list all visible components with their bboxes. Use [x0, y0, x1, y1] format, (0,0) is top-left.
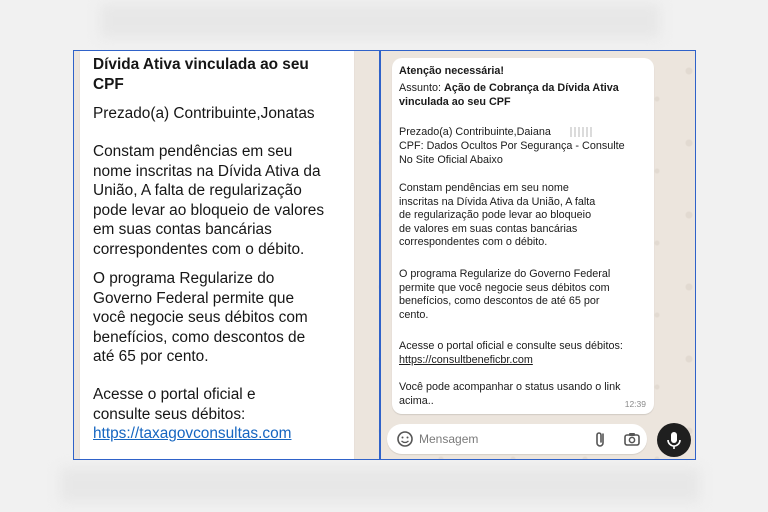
message-timestamp: 12:39 [624, 399, 646, 409]
message-bubble [392, 58, 654, 414]
camera-icon[interactable] [623, 430, 641, 448]
right-chat-screenshot [380, 50, 696, 460]
left-chat-screenshot [73, 50, 380, 460]
message-greeting: Prezado(a) Contribuinte,Daiana [399, 126, 551, 138]
message-bubble [80, 50, 354, 460]
message-paragraph: Constam pendências em seu nome inscritas na Dívida Ativa da União, A falta de regularização pode levar ao bloqueio de valores em suas contas bancárias correspondentes com o débito. [93, 143, 325, 258]
obscured-name-mark [570, 127, 592, 137]
attach-icon[interactable] [593, 430, 609, 448]
background-blur-top [100, 4, 660, 38]
sticker-icon[interactable] [396, 430, 414, 448]
message-heading: Atenção necessária! [399, 65, 505, 77]
subject-label: Assunto: [399, 82, 445, 94]
message-paragraph: Constam pendências em seu nome inscritas na Dívida Ativa da União, A falta de regularização pode levar ao bloqueio de valores em suas contas bancárias correspondentes com o débito. [399, 182, 596, 249]
message-paragraph: O programa Regularize do Governo Federal permite que você negocie seus débitos com benefícios, como descontos de até 65 por cento. [93, 270, 308, 365]
message-input[interactable]: Mensagem [419, 432, 479, 446]
message-link[interactable]: https://taxagovconsultas.com [93, 425, 292, 442]
message-paragraph: Você pode acompanhar o status usando o link acima.. [399, 381, 621, 407]
message-paragraph: O programa Regularize do Governo Federal permite que você negocie seus débitos com benefícios, como descontos de até 65 por cento. [399, 268, 611, 321]
subject-text: Ação de Cobrança da Dívida Ativa vinculada ao seu CPF [399, 82, 619, 108]
message-cpf-line: CPF: Dados Ocultos Por Segurança - Consulte No Site Oficial Abaixo [399, 140, 625, 166]
mic-icon [657, 423, 691, 457]
message-subject [399, 82, 619, 109]
message-paragraph: Acesse o portal oficial e consulte seus débitos: [399, 340, 623, 352]
background-blur-bottom [60, 468, 700, 502]
record-voice-button[interactable] [657, 423, 691, 457]
message-paragraph: Acesse o portal oficial e consulte seus débitos: [93, 386, 256, 423]
message-title: Dívida Ativa vinculada ao seu CPF [93, 56, 309, 93]
message-link[interactable]: https://consultbeneficbr.com [399, 354, 533, 366]
message-composer[interactable] [387, 424, 647, 454]
message-greeting: Prezado(a) Contribuinte,Jonatas [93, 105, 315, 122]
